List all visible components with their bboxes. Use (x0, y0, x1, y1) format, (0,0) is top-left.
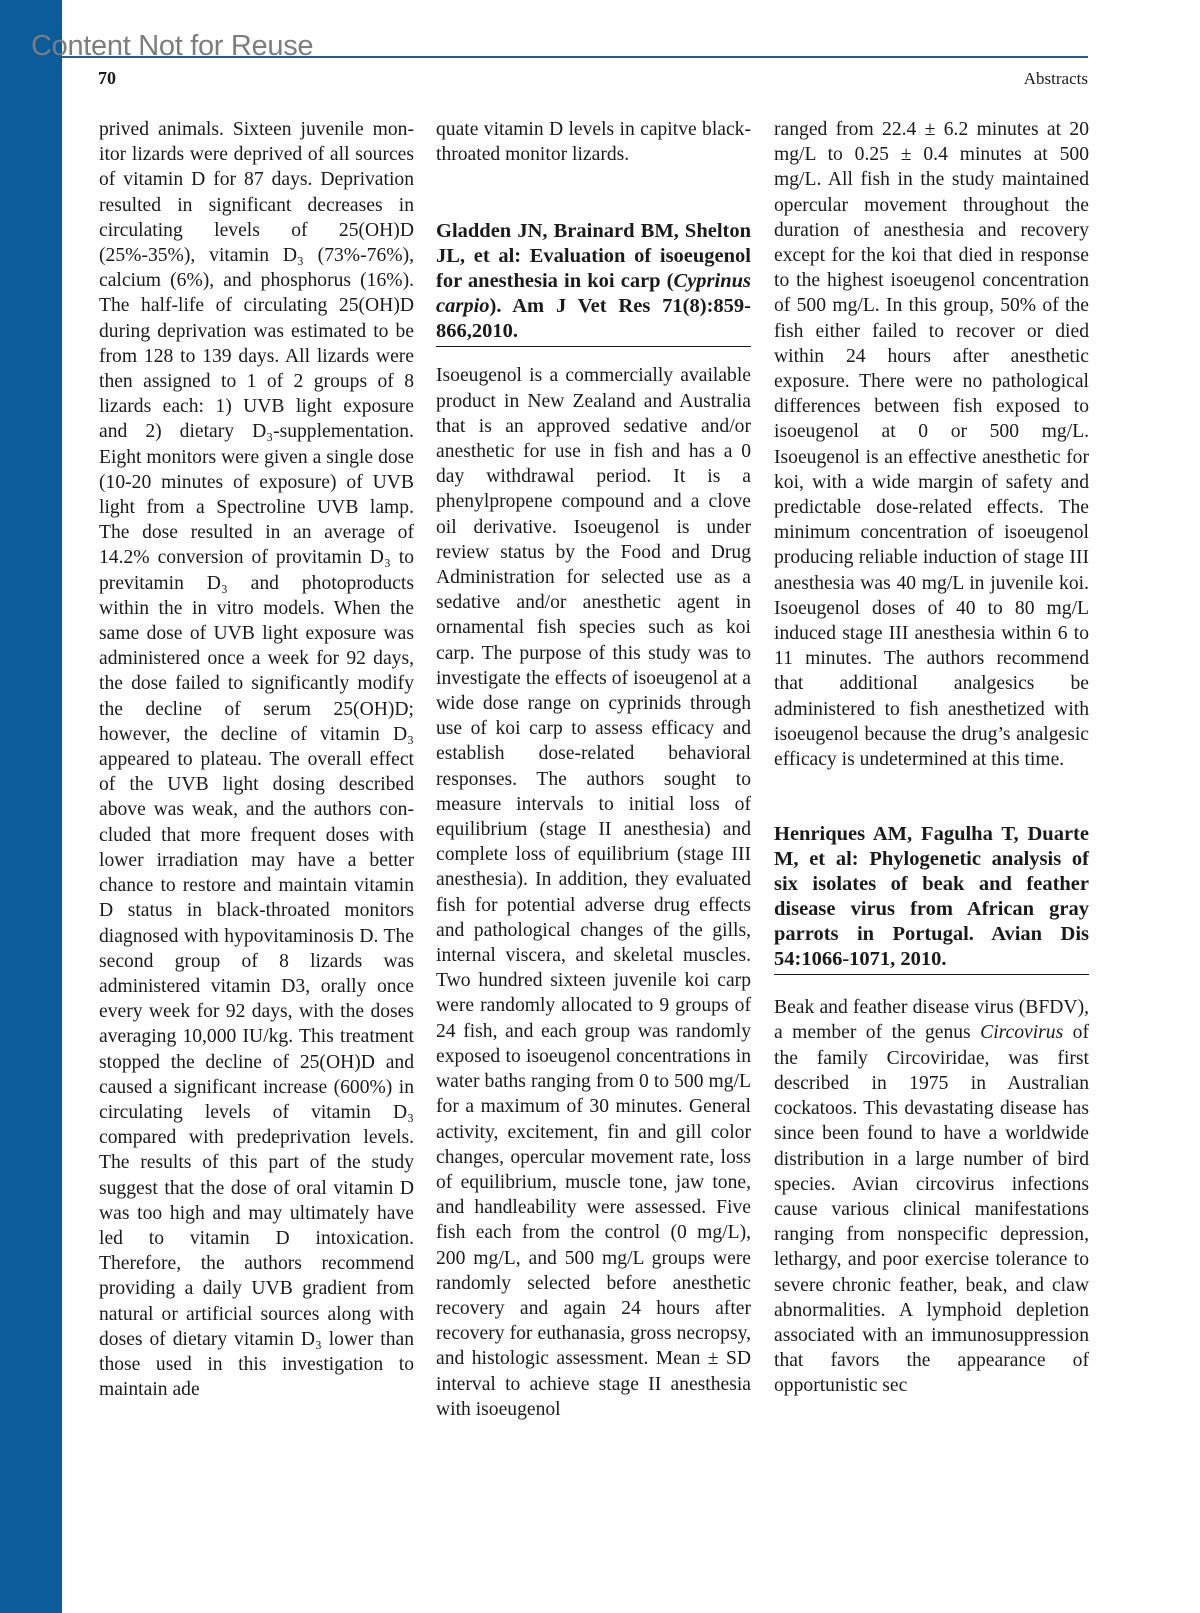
side-color-bar (0, 0, 62, 1613)
article-citation-henriques: Henriques AM, Fagulha T, Duarte M, et al: Phylogenetic analysis of six isolates of beak and feather disease virus from African gray parrots in Portugal. Avian Dis 54:1066-1071, 2010. (774, 822, 1089, 975)
abstract-continuation-text: quate vitamin D levels in capitve black-throated monitor lizards. (436, 119, 751, 166)
abstract-continuation-text: prived animals. Sixteen juvenile monitor lizards were deprived of all sources of vitamin D for 87 days. Deprivation resulted in significant decreases in circulating levels of 25(OH)D (25%-35%), vitamin D₃ (73%-76%), calcium (6%), and phosphorus (16%). The half-life of circulating 25(OH)D during deprivation was estimated to be from 128 to 139 days. All lizards were then assigned to 1 of 2 groups of 8 lizards each: 1) UVB light exposure and 2) dietary D₃-supplementation. Eight monitors were given a single dose (10-20 minutes of exposure) of UVB light from a Spectroline UVB lamp. The dose resulted in an average of 14.2% conversion of provitamin D₃ to previtamin D₃ and photoproducts within the in vitro models. When the same dose of UVB light exposure was administered once a week for 92 days, the dose failed to significantly modify the decline of serum 25(OH)D; however, the decline of vitamin D₃ appeared to plateau. The overall effect of the UVB light dosing described above was weak, and the authors concluded that more frequent doses with lower irradiation may have a better chance to restore and maintain vitamin D status in black-throated monitors diagnosed with hypovitaminosis D. The second group of 8 lizards was administered vitamin D3, orally once every week for 92 days, with the doses averaging 10,000 IU/kg. This treatment stopped the decline of 25(OH)D and caused a significant increase (600%) in circulating levels of vitamin D₃ compared with predeprivation levels. The results of this part of the study suggest that the dose of oral vitamin D was too high and may ultimately have led to vitamin D intoxication. Therefore, the authors recommend providing a daily UVB gradient from natural or artificial sources along with doses of dietary vitamin D₃ lower than those used in this investigation to maintain ade (99, 119, 414, 1401)
abstract-body-henriques: Beak and feather disease virus (BFDV), a member of the genus Circovirus of the family Circoviridae, was first described in 1975 in Australian cockatoos. This devastating disease has since been found to have a worldwide distribution in a large number of bird species. Avian circovirus infections cause various clinical manifestations ranging from nonspecific depression, lethargy, and poor exercise tolerance to severe chronic feather, beak, and claw abnormalities. A lymphoid depletion associated with an immunosuppression that favors the appearance of opportunistic sec (774, 997, 1089, 1397)
watermark: Content Not for Reuse (31, 30, 314, 62)
abstract-continuation-text: ranged from 22.4 ± 6.2 minutes at 20 mg/L to 0.25 ± 0.4 minutes at 500 mg/L. All fish in the study maintained opercular movement throughout the duration of anesthesia and recovery except for the koi that died in response to the highest isoeugenol concentration of 500 mg/L. In this group, 50% of the fish either failed to recover or died within 24 hours after anesthetic exposure. There were no pathological differences between fish exposed to isoeugenol at 0 or 500 mg/L. Isoeugenol is an effective anesthetic for koi, with a wide margin of safety and predictable dose-related effects. The minimum concentration of isoeugenol producing reliable induction of stage III anesthesia was 40 mg/L in juvenile koi. Isoeugenol doses of 40 to 80 mg/L induced stage III anesthesia within 6 to 11 minutes. The authors recommend that additional analgesics be administered to fish anesthetized with isoeugenol because the drug’s analgesic efficacy is undetermined at this time. (774, 119, 1089, 771)
header-rule (62, 56, 1088, 58)
column-3 (774, 117, 1089, 1399)
column-2 (436, 117, 751, 1422)
page-number: 70 (98, 68, 116, 88)
column-1 (99, 117, 414, 1402)
running-head: Abstracts (1023, 69, 1088, 88)
abstract-body-gladden: Isoeugenol is a commercially available product in New Zealand and Australia that is an approved sedative and/or anesthetic for use in fish and has a 0 day withdrawal period. It is a phenylpropene compound and a clove oil derivative. Isoeugenol is under review status by the Food and Drug Administration for selected use as a sedative and/or anesthetic agent in ornamental fish species such as koi carp. The purpose of this study was to investigate the effects of isoeugenol at a wide dose range on cyprinids through use of koi carp to assess efficacy and establish dose-related behavioral responses. The authors sought to measure intervals to initial loss of equilibrium (stage II anesthesia) and complete loss of equilibrium (stage III anesthesia). In addition, they evaluated fish for potential adverse drug effects and pathological changes of the gills, internal viscera, and skeletal muscles. Two hundred sixteen juvenile koi carp were randomly allocated to 9 groups of 24 fish, and each group was randomly exposed to isoeugenol concentrations in water baths ranging from 0 to 500 mg/L for a maximum of 30 minutes. General activity, excitement, fin and gill color changes, opercular movement rate, loss of equilibrium, muscle tone, jaw tone, and handleability were assessed. Five fish each from the control (0 mg/L), 200 mg/L, and 500 mg/L groups were randomly selected before anesthetic recovery and again 24 hours after recovery for euthanasia, gross necropsy, and histologic assessment. Mean ± SD interval to achieve stage II anesthesia with isoeugenol (436, 365, 751, 1420)
article-citation-gladden: Gladden JN, Brainard BM, Shelton JL, et al: Evaluation of isoeugenol for anesthesia in koi carp (Cyprinus carpio). Am J Vet Res 71(8):859-866,2010. (436, 219, 751, 347)
